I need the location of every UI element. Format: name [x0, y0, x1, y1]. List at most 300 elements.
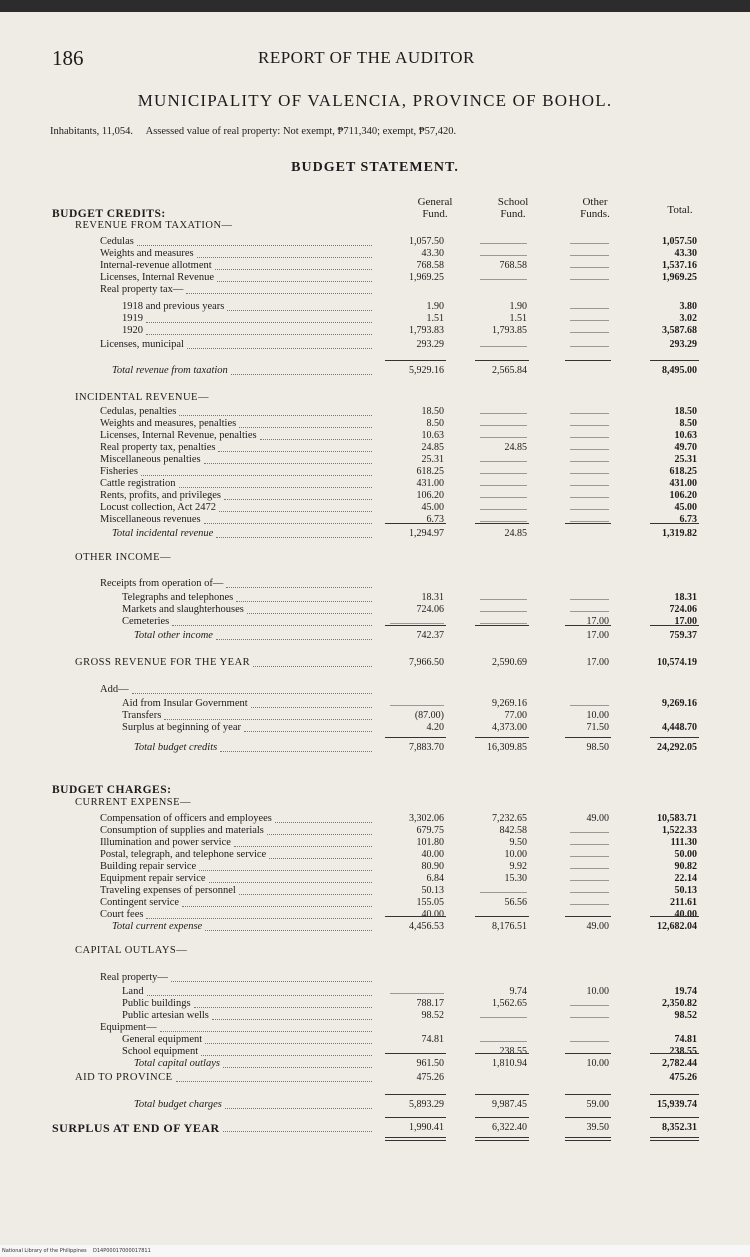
table-row: [0, 861, 750, 873]
blank-cell-rule: [570, 279, 609, 280]
cell-total: 18.50: [674, 406, 697, 417]
table-row: [0, 837, 750, 849]
total-rule: [650, 625, 699, 626]
blank-cell-rule: [570, 844, 609, 845]
cell-total: 6.73: [679, 514, 697, 525]
blank-cell-rule: [570, 904, 609, 905]
leader-dots: [164, 719, 372, 720]
row-label: Cedulas, penalties: [100, 406, 177, 417]
cell-school: 9.50: [509, 837, 527, 848]
leader-dots: [218, 451, 372, 452]
blank-cell-rule: [570, 868, 609, 869]
leader-dots: [231, 374, 372, 375]
total-rule: [385, 1053, 446, 1054]
table-row: [0, 722, 750, 734]
cell-other: 98.50: [586, 742, 609, 753]
cell-school: 238.55: [499, 1046, 527, 1057]
cell-total: 1,522.33: [662, 825, 697, 836]
blank-cell-rule: [480, 509, 527, 510]
total-rule: [385, 360, 446, 361]
table-row: [0, 1046, 750, 1058]
table-row: [0, 502, 750, 514]
cell-total: 24,292.05: [657, 742, 697, 753]
leader-dots: [215, 269, 372, 270]
row-label: Total incidental revenue: [112, 528, 214, 539]
cell-total: 431.00: [669, 478, 697, 489]
cell-school: 77.00: [504, 710, 527, 721]
table-row: [0, 657, 750, 669]
table-row: [0, 365, 750, 377]
table-row: [0, 528, 750, 540]
cell-school: 9.92: [509, 861, 527, 872]
cell-total: 98.52: [674, 1010, 697, 1021]
blank-cell-rule: [480, 892, 527, 893]
table-row: [0, 1034, 750, 1046]
blank-cell-rule: [570, 880, 609, 881]
leader-dots: [223, 1067, 372, 1068]
row-label: Fisheries: [100, 466, 138, 477]
cell-other: 49.00: [586, 813, 609, 824]
blank-cell-rule: [570, 425, 609, 426]
table-row: [0, 742, 750, 754]
table-row: [0, 1099, 750, 1111]
cell-total: 2,350.82: [662, 998, 697, 1009]
cell-school: 9,269.16: [492, 698, 527, 709]
table-row: [0, 813, 750, 825]
cell-total: 9,269.16: [662, 698, 697, 709]
table-row: [0, 430, 750, 442]
leader-dots: [212, 1019, 372, 1020]
leader-dots: [275, 822, 372, 823]
cell-total: 3,587.68: [662, 325, 697, 336]
cell-total: 724.06: [669, 604, 697, 615]
cell-general: 724.06: [416, 604, 444, 615]
cell-school: 8,176.51: [492, 921, 527, 932]
table-row: [0, 236, 750, 248]
cell-total: 8.50: [679, 418, 697, 429]
row-label: Licenses, Internal Revenue, penalties: [100, 430, 257, 441]
row-label: REVENUE FROM TAXATION—: [75, 220, 233, 231]
cell-school: 15.30: [504, 873, 527, 884]
blank-cell-rule: [480, 1041, 527, 1042]
total-rule: [650, 360, 699, 361]
blank-cell-rule: [570, 243, 609, 244]
leader-dots: [137, 245, 372, 246]
cell-general: 768.58: [416, 260, 444, 271]
leader-dots: [199, 870, 372, 871]
leader-dots: [239, 894, 372, 895]
cell-school: 4,373.00: [492, 722, 527, 733]
blank-cell-rule: [570, 413, 609, 414]
col-head-other-funds: Other Funds.: [580, 196, 610, 220]
blank-cell-rule: [570, 521, 609, 522]
cell-school: 842.58: [499, 825, 527, 836]
cell-other: 71.50: [586, 722, 609, 733]
total-rule: [650, 1053, 699, 1054]
blank-cell-rule: [570, 497, 609, 498]
blank-cell-rule: [480, 461, 527, 462]
row-label: Traveling expenses of personnel: [100, 885, 236, 896]
leader-dots: [179, 415, 372, 416]
blank-cell-rule: [480, 623, 527, 624]
row-label: Aid from Insular Government: [122, 698, 248, 709]
blank-cell-rule: [570, 611, 609, 612]
cell-general: 74.81: [421, 1034, 444, 1045]
table-row: [0, 909, 750, 921]
table-row: [0, 272, 750, 284]
cell-school: 24.85: [504, 528, 527, 539]
row-label: Public artesian wells: [122, 1010, 209, 1021]
total-rule: [475, 625, 529, 626]
total-rule: [475, 1117, 529, 1118]
cell-total: 759.37: [669, 630, 697, 641]
blank-cell-rule: [570, 346, 609, 347]
leader-dots: [269, 858, 372, 859]
row-label: 1920: [122, 325, 143, 336]
table-row: [0, 684, 750, 696]
row-label: Compensation of officers and employees: [100, 813, 272, 824]
leader-dots: [182, 906, 372, 907]
cell-total: 8,495.00: [662, 365, 697, 376]
blank-cell-rule: [570, 856, 609, 857]
leader-dots: [146, 918, 372, 919]
blank-cell-rule: [480, 243, 527, 244]
cell-total: 50.00: [674, 849, 697, 860]
table-row: [0, 208, 750, 220]
row-label: BUDGET CHARGES:: [52, 784, 172, 796]
table-row: [0, 921, 750, 933]
cell-total: 12,682.04: [657, 921, 697, 932]
blank-cell-rule: [480, 346, 527, 347]
table-row: [0, 406, 750, 418]
table-row: [0, 710, 750, 722]
leader-dots: [160, 1031, 372, 1032]
total-rule: [385, 916, 446, 917]
cell-total: 238.55: [669, 1046, 697, 1057]
leader-dots: [171, 981, 372, 982]
leader-dots: [216, 639, 372, 640]
row-label: Miscellaneous penalties: [100, 454, 201, 465]
cell-total: 3.80: [679, 301, 697, 312]
col-head-general-fund: General Fund.: [417, 196, 453, 220]
table-row: [0, 998, 750, 1010]
row-label: Public buildings: [122, 998, 191, 1009]
blank-cell-rule: [570, 320, 609, 321]
cell-school: 2,565.84: [492, 365, 527, 376]
table-row: [0, 784, 750, 796]
cell-total: 40.00: [674, 909, 697, 920]
cell-school: 1,793.85: [492, 325, 527, 336]
table-row: [0, 248, 750, 260]
leader-dots: [253, 666, 372, 667]
table-row: [0, 466, 750, 478]
double-rule: [650, 1137, 699, 1138]
leader-dots: [204, 523, 372, 524]
cell-general: 25.31: [421, 454, 444, 465]
cell-general: 7,966.50: [409, 657, 444, 668]
row-label: School equipment: [122, 1046, 199, 1057]
cell-other: 10.00: [586, 710, 609, 721]
cell-other: 17.00: [586, 616, 609, 627]
table-row: [0, 339, 750, 351]
table-row: [0, 392, 750, 404]
row-label: Surplus at beginning of year: [122, 722, 241, 733]
cell-general: 43.30: [421, 248, 444, 259]
table-row: [0, 604, 750, 616]
cell-total: 10,583.71: [657, 813, 697, 824]
blank-cell-rule: [480, 279, 527, 280]
cell-general: 961.50: [416, 1058, 444, 1069]
cell-total: 1,969.25: [662, 272, 697, 283]
cell-total: 211.61: [670, 897, 697, 908]
cell-general: 788.17: [416, 998, 444, 1009]
total-rule: [385, 1094, 446, 1095]
leader-dots: [225, 1108, 372, 1109]
leader-dots: [197, 257, 372, 258]
row-label: Postal, telegraph, and telephone service: [100, 849, 267, 860]
row-label: Licenses, Internal Revenue: [100, 272, 214, 283]
leader-dots: [209, 882, 372, 883]
row-label: Cattle registration: [100, 478, 176, 489]
table-row: [0, 1122, 750, 1134]
blank-cell-rule: [480, 1017, 527, 1018]
cell-total: 15,939.74: [657, 1099, 697, 1110]
row-label: Markets and slaughterhouses: [122, 604, 244, 615]
blank-cell-rule: [570, 1041, 609, 1042]
blank-cell-rule: [480, 473, 527, 474]
row-label: Cemeteries: [122, 616, 170, 627]
cell-other: 10.00: [586, 986, 609, 997]
leader-dots: [205, 1043, 372, 1044]
table-row: [0, 301, 750, 313]
cell-general: 6.84: [426, 873, 444, 884]
table-row: [0, 442, 750, 454]
table-row: [0, 552, 750, 564]
cell-general: 1,990.41: [409, 1122, 444, 1133]
cell-general: 431.00: [416, 478, 444, 489]
leader-dots: [226, 587, 372, 588]
blank-cell-rule: [570, 832, 609, 833]
row-label: CAPITAL OUTLAYS—: [75, 945, 188, 956]
row-label: GROSS REVENUE FOR THE YEAR: [75, 657, 251, 668]
cell-general: 3,302.06: [409, 813, 444, 824]
row-label: BUDGET CREDITS:: [52, 208, 166, 220]
cell-general: 10.63: [421, 430, 444, 441]
leader-dots: [205, 930, 372, 931]
double-rule: [475, 1137, 529, 1138]
table-row: [0, 630, 750, 642]
cell-general: 101.80: [416, 837, 444, 848]
blank-cell-rule: [570, 437, 609, 438]
row-label: Miscellaneous revenues: [100, 514, 201, 525]
blank-cell-rule: [570, 509, 609, 510]
total-rule: [565, 916, 611, 917]
cell-total: 10,574.19: [657, 657, 697, 668]
leader-dots: [141, 475, 372, 476]
top-dark-border: [0, 0, 750, 12]
cell-general: 618.25: [416, 466, 444, 477]
row-label: Total budget credits: [134, 742, 218, 753]
total-rule: [650, 737, 699, 738]
cell-total: 618.25: [669, 466, 697, 477]
cell-general: 293.29: [416, 339, 444, 350]
leader-dots: [227, 310, 372, 311]
row-label: 1919: [122, 313, 143, 324]
leader-dots: [217, 281, 372, 282]
cell-other: 59.00: [586, 1099, 609, 1110]
table-row: [0, 616, 750, 628]
table-row: [0, 873, 750, 885]
table-row: [0, 849, 750, 861]
table-row: [0, 514, 750, 526]
leader-dots: [223, 1131, 372, 1132]
cell-general: 7,883.70: [409, 742, 444, 753]
double-rule: [385, 1137, 446, 1138]
cell-school: 9,987.45: [492, 1099, 527, 1110]
table-row: [0, 945, 750, 957]
total-rule: [565, 523, 611, 524]
row-label: Contingent service: [100, 897, 180, 908]
inhabitants-text: Inhabitants, 11,054.: [50, 126, 134, 137]
row-label: Weights and measures: [100, 248, 194, 259]
table-row: [0, 825, 750, 837]
table-row: [0, 578, 750, 590]
cell-school: 56.56: [504, 897, 527, 908]
table-row: [0, 478, 750, 490]
table-row: [0, 260, 750, 272]
cell-general: 1.90: [426, 301, 444, 312]
row-label: Real property tax—: [100, 284, 184, 295]
double-rule: [565, 1137, 611, 1138]
leader-dots: [201, 1055, 372, 1056]
row-label: Rents, profits, and privileges: [100, 490, 222, 501]
row-label: INCIDENTAL REVENUE—: [75, 392, 209, 403]
row-label: OTHER INCOME—: [75, 552, 172, 563]
cell-total: 18.31: [674, 592, 697, 603]
blank-cell-rule: [390, 993, 444, 994]
cell-total: 49.70: [674, 442, 697, 453]
cell-total: 45.00: [674, 502, 697, 513]
table-row: [0, 325, 750, 337]
leader-dots: [239, 427, 372, 428]
blank-cell-rule: [480, 413, 527, 414]
cell-total: 10.63: [674, 430, 697, 441]
page-number: 186: [52, 46, 84, 70]
leader-dots: [224, 499, 372, 500]
leader-dots: [251, 707, 372, 708]
cell-general: 475.26: [416, 1072, 444, 1083]
row-label: SURPLUS AT END OF YEAR: [52, 1121, 220, 1135]
row-label: Total budget charges: [134, 1099, 222, 1110]
cell-general: 679.75: [416, 825, 444, 836]
cell-total: 1,537.16: [662, 260, 697, 271]
page-title: MUNICIPALITY OF VALENCIA, PROVINCE OF BOHOL.: [137, 91, 613, 110]
table-row: [0, 797, 750, 809]
row-label: CURRENT EXPENSE—: [75, 797, 192, 808]
total-rule: [475, 360, 529, 361]
blank-cell-rule: [480, 521, 527, 522]
leader-dots: [187, 348, 372, 349]
blank-cell-rule: [570, 599, 609, 600]
blank-cell-rule: [570, 267, 609, 268]
leader-dots: [186, 293, 372, 294]
leader-dots: [219, 511, 372, 512]
row-label: Cedulas: [100, 236, 134, 247]
col-head-school-fund: School Fund.: [497, 196, 529, 220]
cell-total: 8,352.31: [662, 1122, 697, 1133]
row-label: Total capital outlays: [134, 1058, 220, 1069]
leader-dots: [247, 613, 372, 614]
blank-cell-rule: [480, 599, 527, 600]
table-row: [0, 1010, 750, 1022]
blank-cell-rule: [570, 449, 609, 450]
blank-cell-rule: [390, 623, 444, 624]
leader-dots: [236, 601, 372, 602]
total-rule: [385, 1117, 446, 1118]
row-label: Real property—: [100, 972, 168, 983]
cell-other: 10.00: [586, 1058, 609, 1069]
total-rule: [385, 737, 446, 738]
leader-dots: [216, 537, 372, 538]
intro-line: [50, 126, 730, 137]
total-rule: [565, 1117, 611, 1118]
total-rule: [385, 523, 446, 524]
leader-dots: [244, 731, 372, 732]
row-label: Licenses, municipal: [100, 339, 184, 350]
table-row: [0, 490, 750, 502]
assessed-value-text: Assessed value of real property: Not exempt, ₱711,340; exempt, ₱57,420.: [145, 126, 457, 137]
total-rule: [475, 523, 529, 524]
table-row: [0, 1022, 750, 1034]
cell-general: 1,294.97: [409, 528, 444, 539]
blank-cell-rule: [480, 437, 527, 438]
leader-dots: [132, 693, 372, 694]
running-head: REPORT OF THE AUDITOR: [258, 48, 475, 67]
row-label: Transfers: [122, 710, 162, 721]
cell-general: 4,456.53: [409, 921, 444, 932]
leader-dots: [234, 846, 372, 847]
cell-general: 50.13: [421, 885, 444, 896]
cell-other: 17.00: [586, 657, 609, 668]
cell-other: 39.50: [586, 1122, 609, 1133]
row-label: Receipts from operation of—: [100, 578, 224, 589]
total-rule: [565, 1094, 611, 1095]
leader-dots: [260, 439, 372, 440]
double-rule: [565, 1140, 611, 1141]
cell-general: 18.50: [421, 406, 444, 417]
cell-other: 17.00: [586, 630, 609, 641]
total-rule: [565, 360, 611, 361]
leader-dots: [146, 322, 372, 323]
cell-total: 22.14: [674, 873, 697, 884]
cell-general: 40.00: [421, 849, 444, 860]
cell-school: 1.90: [509, 301, 527, 312]
cell-total: 106.20: [669, 490, 697, 501]
blank-cell-rule: [390, 705, 444, 706]
row-label: AID TO PROVINCE: [75, 1072, 173, 1083]
double-rule: [475, 1140, 529, 1141]
blank-cell-rule: [570, 255, 609, 256]
blank-cell-rule: [570, 485, 609, 486]
table-row: [0, 986, 750, 998]
blank-cell-rule: [570, 1005, 609, 1006]
cell-general: 1,969.25: [409, 272, 444, 283]
blank-cell-rule: [570, 892, 609, 893]
row-label: Add—: [100, 684, 129, 695]
table-row: [0, 284, 750, 296]
footer-credit: National Library of the Philippines D14P00017000017811: [0, 1245, 750, 1257]
row-label: 1918 and previous years: [122, 301, 225, 312]
